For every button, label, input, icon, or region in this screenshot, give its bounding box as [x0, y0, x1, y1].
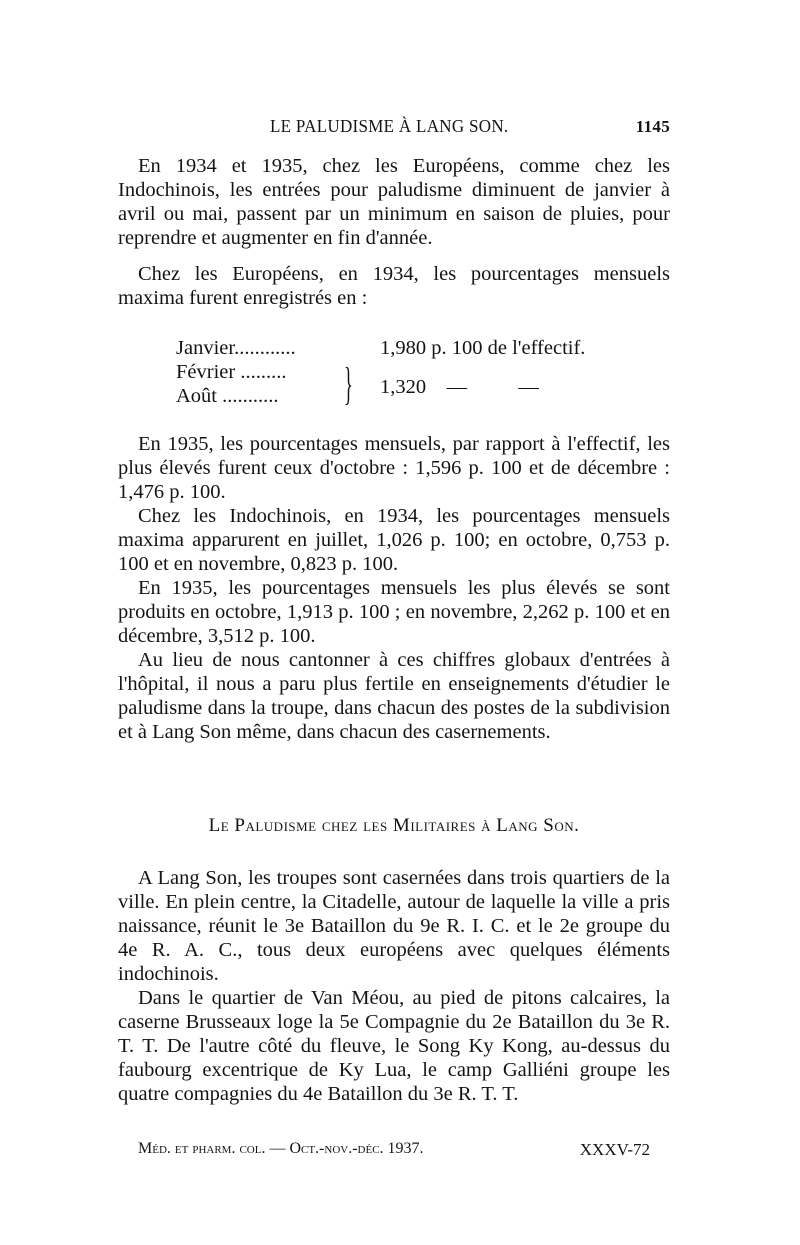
paragraph-block-top: [118, 154, 670, 310]
page-footer: [118, 1140, 670, 1164]
paragraph-block-middle: [118, 432, 670, 744]
month-label: Février .........: [176, 361, 287, 383]
month-label: Janvier............: [176, 337, 296, 359]
grouped-percentage-value: 1,320 — —: [380, 376, 539, 398]
paragraph: En 1935, les pourcentages mensuels les plus élevés se sont produits en octobre, 1,913 p. 100 ; en novembre, 2,262 p. 100 et en décembre, 3,512 p. 100.: [118, 577, 670, 647]
paragraph-block-bottom: [118, 866, 670, 1106]
running-head-title: LE PALUDISME À LANG SON.: [270, 116, 509, 137]
paragraph: En 1935, les pourcentages mensuels, par rapport à l'effectif, les plus élevés furent ceux d'octobre : 1,596 p. 100 et de décembre : 1,476 p. 100.: [118, 433, 670, 503]
paragraph: Chez les Européens, en 1934, les pourcentages mensuels maxima furent enregistrés en :: [118, 263, 670, 309]
section-heading: Le Paludisme chez les Militaires à Lang Son.: [208, 815, 580, 836]
table-row: [176, 336, 670, 360]
paragraph: Dans le quartier de Van Méou, au pied de pitons calcaires, la caserne Brusseaux loge la 5e Compagnie du 2e Bataillon du 3e R. T. T. De l'autre côté du fleuve, le Song Ky Kong, au-dessus du faubourg excentrique de Ky Lua, le camp Galliéni groupe les quatre compagnies du 4e Bataillon du 3e R. T. T.: [118, 987, 670, 1105]
month-label: Août ...........: [176, 385, 279, 407]
running-head: [118, 117, 670, 143]
paragraph: A Lang Son, les troupes sont casernées dans trois quartiers de la ville. En plein centre, la Citadelle, autour de laquelle la ville a pris naissance, réunit le 3e Bataillon du 9e R. I. C. et le 2e groupe du 4e R. A. C., tous deux européens avec quelques éléments indochinois.: [118, 867, 670, 985]
paragraph: En 1934 et 1935, chez les Européens, comme chez les Indochinois, les entrées pour paludisme diminuent de janvier à avril ou mai, passent par un minimum en saison de pluies, pour reprendre et augmenter en fin d'année.: [118, 155, 670, 249]
page-number: 1145: [635, 117, 670, 136]
paragraph: Chez les Indochinois, en 1934, les pourcentages mensuels maxima apparurent en juillet, 1,026 p. 100; en octobre, 0,753 p. 100 et en novembre, 0,823 p. 100.: [118, 505, 670, 575]
percentage-value: 1,980 p. 100 de l'effectif.: [380, 337, 586, 359]
right-brace-icon: }: [344, 358, 353, 409]
signature-mark: XXXV-72: [579, 1140, 650, 1159]
paragraph: Au lieu de nous cantonner à ces chiffres globaux d'entrées à l'hôpital, il nous a paru plus fertile en enseignements d'étudier le paludisme dans la troupe, dans chacun des postes de la subdivision et à Lang Son même, dans chacun des casernements.: [118, 649, 670, 743]
journal-reference: Méd. et pharm. col. — Oct.-nov.-déc. 1937.: [138, 1140, 424, 1157]
